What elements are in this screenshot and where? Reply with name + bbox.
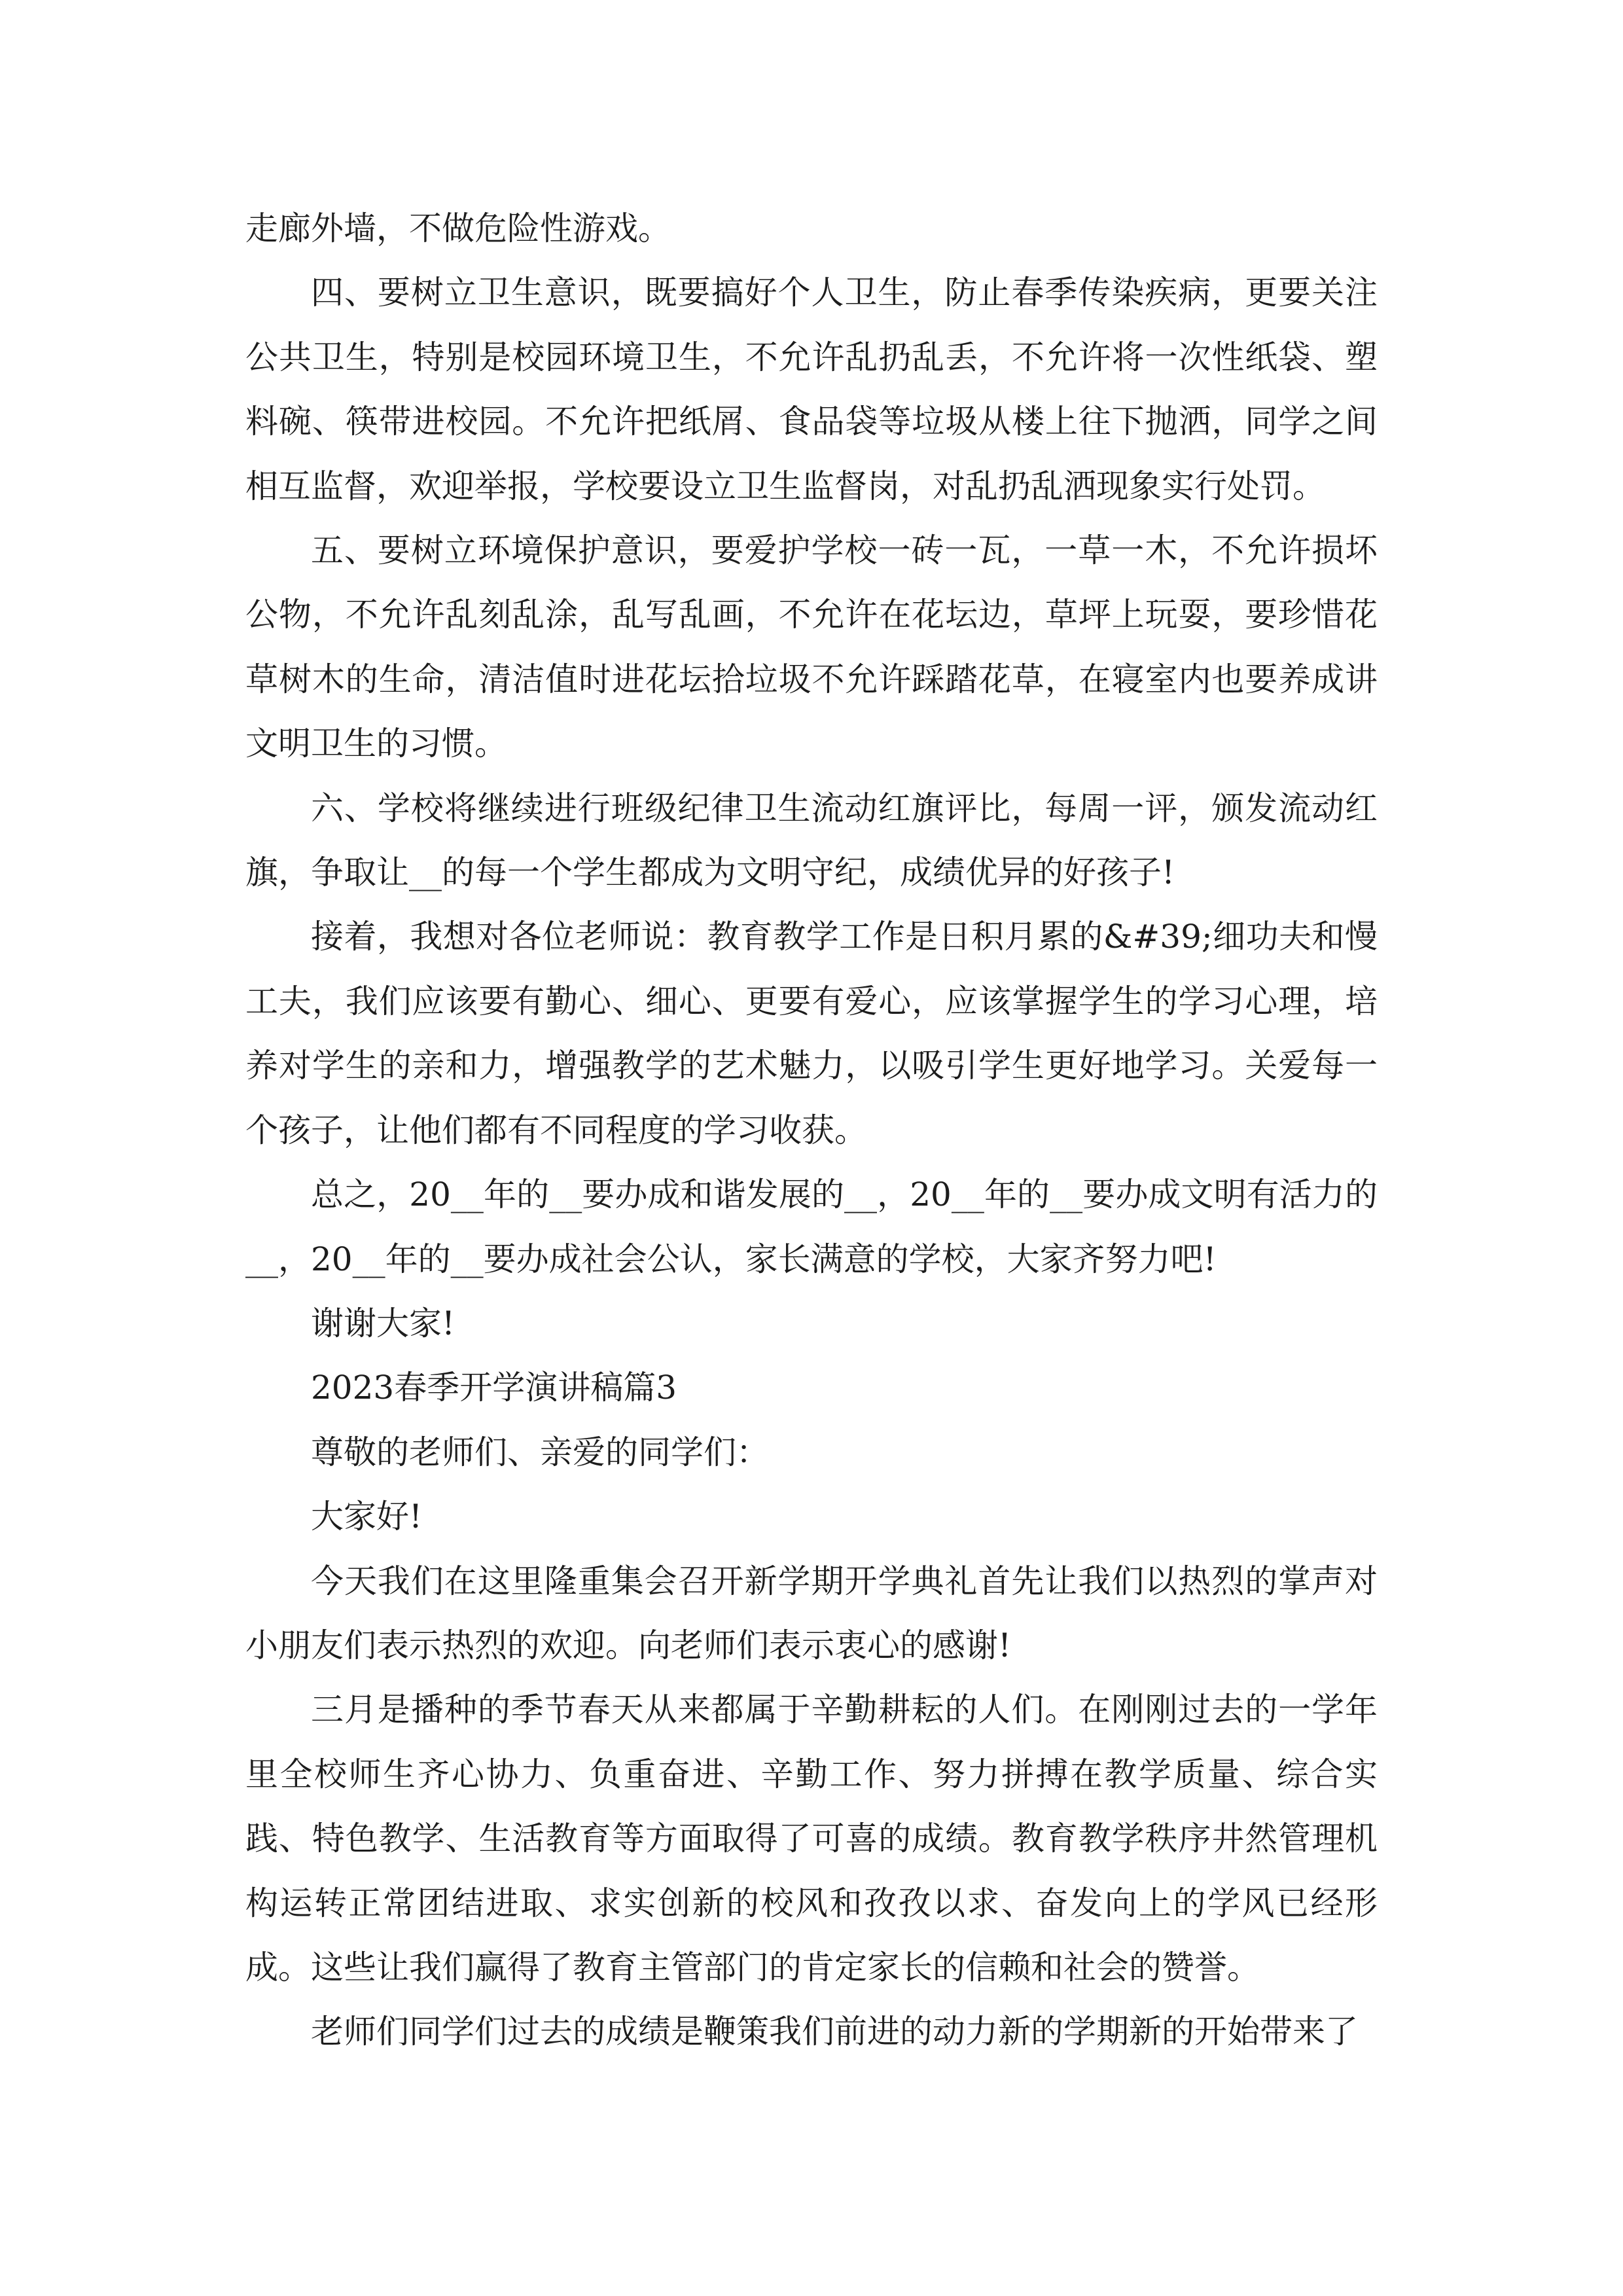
paragraph-continuation: 走廊外墙，不做危险性游戏。 (245, 209, 671, 247)
paragraph-item-six: 六、学校将继续进行班级纪律卫生流动红旗评比，每周一评，颁发流动红旗，争取让__的每一个学生都成为文明守纪，成绩优异的好孩子! (245, 789, 1378, 892)
paragraph-to-teachers: 接着，我想对各位老师说：教育教学工作是日积月累的&#39;细功夫和慢工夫，我们应该要有勤心、细心、更要有爱心，应该掌握学生的学习心理，培养对学生的亲和力，增强教学的艺术魅力，以吸引学生更好地学习。关爱每一个孩子，让他们都有不同程度的学习收获。 (245, 918, 1378, 1149)
paragraph-item-five: 五、要树立环境保护意识，要爱护学校一砖一瓦，一草一木，不允许损坏公物，不允许乱刻乱涂，乱写乱画，不允许在花坛边，草坪上玩耍，要珍惜花草树木的生命，清洁值时进花坛拾垃圾不允许踩踏花草，在寝室内也要养成讲文明卫生的习惯。 (245, 531, 1378, 763)
paragraph-thanks: 谢谢大家! (311, 1304, 455, 1342)
paragraph-greeting: 大家好! (311, 1498, 423, 1536)
document-body (245, 196, 1378, 2064)
paragraph-item-four: 四、要树立卫生意识，既要搞好个人卫生，防止春季传染疾病，更要关注公共卫生，特别是校园环境卫生，不允许乱扔乱丢，不允许将一次性纸袋、塑料碗、筷带进校园。不允许把纸屑、食品袋等垃圾从楼上往下抛洒，同学之间相互监督，欢迎举报，学校要设立卫生监督岗，对乱扔乱洒现象实行处罚。 (245, 274, 1378, 505)
paragraph-march: 三月是播种的季节春天从来都属于辛勤耕耘的人们。在刚刚过去的一学年里全校师生齐心协力、负重奋进、辛勤工作、努力拼搏在教学质量、综合实践、特色教学、生活教育等方面取得了可喜的成绩。教育教学秩序井然管理机构运转正常团结进取、求实创新的校风和孜孜以求、奋发向上的学风已经形成。这些让我们赢得了教育主管部门的肯定家长的信赖和社会的赞誉。 (245, 1691, 1378, 1986)
paragraph-summary: 总之，20__年的__要办成和谐发展的__，20__年的__要办成文明有活力的__，20__年的__要办成社会公认，家长满意的学校，大家齐努力吧! (245, 1175, 1378, 1278)
paragraph-salutation: 尊敬的老师们、亲爱的同学们： (311, 1433, 769, 1471)
paragraph-past-achievements: 老师们同学们过去的成绩是鞭策我们前进的动力新的学期新的开始带来了 (311, 2013, 1358, 2051)
paragraph-today: 今天我们在这里隆重集会召开新学期开学典礼首先让我们以热烈的掌声对小朋友们表示热烈的欢迎。向老师们表示衷心的感谢! (245, 1562, 1378, 1664)
section-heading: 2023春季开学演讲稿篇3 (311, 1369, 677, 1407)
